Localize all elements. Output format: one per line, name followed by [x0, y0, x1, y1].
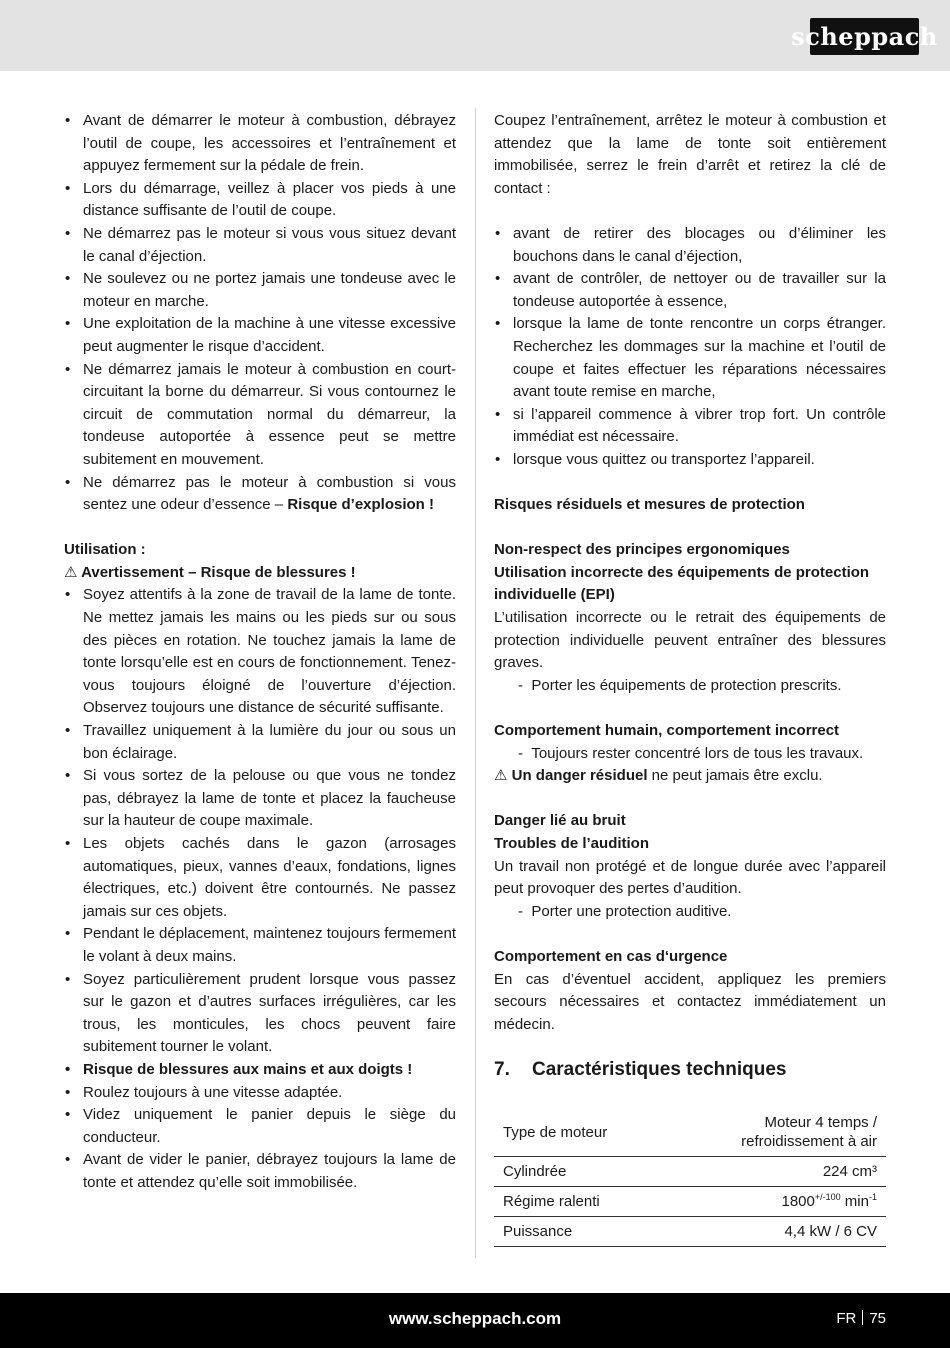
warning-text: Avertissement – Risque de blessures !	[81, 563, 356, 581]
column-divider	[475, 108, 476, 1258]
list-item: • Soyez attentifs à la zone de travail de la lame de tonte. Ne mettez jamais les mains ou les pieds sur ou sous des pièces en rotation. Ne touchez jamais la lame de tonte lorsqu’elle est en cours de fonctionnement. Tenez-vous toujours éloigné de l’ouverture d’éjection. Observez toujours une distance de sécurité suffisante.	[64, 584, 456, 720]
noise-heading: Danger lié au bruit	[494, 812, 626, 830]
header-bar	[0, 0, 950, 71]
residual-risks-heading: Risques résiduels et mesures de protection	[494, 496, 805, 514]
spec-value-line: refroidissement à air	[741, 1133, 877, 1151]
human-dash-item: - Toujours rester concentré lors de tous les travaux.	[518, 744, 864, 762]
start-safety-list	[64, 110, 456, 517]
stop-conditions-list	[494, 223, 886, 472]
residual-danger-text: ne peut jamais être exclu.	[647, 767, 823, 785]
noise-dash-item: - Porter une protection auditive.	[518, 902, 732, 920]
page-number	[836, 1310, 886, 1327]
list-item: • lorsque vous quittez ou transportez l’appareil.	[494, 449, 886, 472]
ergonomics-heading: Non-respect des principes ergonomiques	[494, 541, 790, 559]
list-item: • Si vous sortez de la pelouse ou que vous ne tondez pas, débrayez la lame de tonte et placez la faucheuse sur la hauteur de coupe maximale.	[64, 765, 456, 833]
warning-triangle-icon: ⚠	[64, 563, 78, 581]
spec-value: 224 cm³	[668, 1157, 886, 1187]
list-item: • lorsque la lame de tonte rencontre un corps étranger. Recherchez les dommages sur la machine et l’outil de coupe et faites effectuer les réparations nécessaires avant toute remise en marche,	[494, 313, 886, 403]
list-item: • Ne démarrez pas le moteur si vous vous situez devant le canal d’éjection.	[64, 223, 456, 268]
list-item: • Risque de blessures aux mains et aux doigts !	[64, 1059, 456, 1082]
list-item: • Travaillez uniquement à la lumière du jour ou sous un bon éclairage.	[64, 720, 456, 765]
list-item: • Une exploitation de la machine à une vitesse excessive peut augmenter le risque d’accident.	[64, 313, 456, 358]
emergency-heading: Comportement en cas d‘urgence	[494, 947, 728, 965]
table-row	[494, 1187, 886, 1217]
spec-value	[668, 1187, 886, 1217]
emergency-paragraph: En cas d’éventuel accident, appliquez les premiers secours nécessaires et contactez immédiatement un médecin.	[494, 970, 886, 1033]
list-item: • Lors du démarrage, veillez à placer vos pieds à une distance suffisante de l’outil de coupe.	[64, 178, 456, 223]
ppe-dash-item: - Porter les équipements de protection prescrits.	[518, 676, 842, 694]
list-item: • Soyez particulièrement prudent lorsque vous passez sur le gazon et d’autres surfaces irrégulières, car les trous, les monticules, les chocs peuvent faire subitement tourner le volant.	[64, 969, 456, 1059]
ppe-paragraph: L’utilisation incorrecte ou le retrait des équipements de protection individuelle peuvent entraîner des blessures graves.	[494, 609, 886, 672]
list-item: • si l’appareil commence à vibrer trop fort. Un contrôle immédiat est nécessaire.	[494, 404, 886, 449]
warning-line	[64, 562, 456, 585]
table-row	[494, 1108, 886, 1157]
spec-value: 4,4 kW / 6 CV	[668, 1217, 886, 1247]
stop-intro-paragraph: Coupez l’entraînement, arrêtez le moteur à combustion et attendez que la lame de tonte soit entièrement immobilisée, serrez le frein d’arrêt et retirez la clé de contact :	[494, 112, 886, 197]
ppe-heading: Utilisation incorrecte des équipements de protection individuelle (EPI)	[494, 563, 870, 604]
spec-label: Régime ralenti	[494, 1187, 668, 1217]
dash-item-text: Toujours rester concentré lors de tous les travaux.	[531, 744, 864, 762]
list-item: • Les objets cachés dans le gazon (arrosages automatiques, pieux, vannes d’eaux, fondations, lignes électriques, etc.) doivent être contournés. Ne passez jamais sur ces objets.	[64, 833, 456, 923]
dash-item-text: Porter une protection auditive.	[531, 902, 732, 920]
dash-item-text: Porter les équipements de protection prescrits.	[531, 676, 842, 694]
table-row	[494, 1217, 886, 1247]
footer-bar	[0, 1293, 950, 1348]
explosion-risk-text: Risque d’explosion !	[287, 496, 434, 514]
noise-paragraph: Un travail non protégé et de longue durée avec l’appareil peut provoquer des pertes d’audition.	[494, 857, 886, 898]
usage-list	[64, 584, 456, 1194]
residual-danger-line	[494, 765, 886, 788]
human-behaviour-heading: Comportement humain, comportement incorrect	[494, 722, 840, 740]
section-title	[494, 1056, 886, 1084]
idle-tolerance: +/-100	[814, 1192, 841, 1203]
spec-value	[668, 1108, 886, 1157]
idle-unit: min	[840, 1193, 869, 1211]
hearing-heading: Troubles de l’audition	[494, 835, 650, 852]
list-item-text: Ne démarrez pas le moteur à combustion si vous sentez une odeur d’essence –	[83, 473, 456, 514]
page-number-value: 75	[869, 1310, 886, 1327]
list-item: • Ne soulevez ou ne portez jamais une tondeuse avec le moteur en marche.	[64, 268, 456, 313]
spec-label: Cylindrée	[494, 1157, 668, 1187]
language-code: FR	[836, 1310, 857, 1327]
list-item	[64, 472, 456, 517]
list-item: • Avant de démarrer le moteur à combustion, débrayez l’outil de coupe, les accessoires et l’entraînement et appuyez fermement sur la pédale de frein.	[64, 110, 456, 178]
left-column	[64, 110, 456, 1195]
section-title-text: Caractéristiques techniques	[532, 1059, 787, 1081]
list-item: • Avant de vider le panier, débrayez toujours la lame de tonte et attendez qu’elle soit immobilisée.	[64, 1149, 456, 1194]
separator	[862, 1310, 863, 1325]
table-row	[494, 1157, 886, 1187]
footer-website-link[interactable]: www.scheppach.com	[388, 1309, 562, 1328]
list-item: • avant de contrôler, de nettoyer ou de travailler sur la tondeuse autoportée à essence,	[494, 268, 886, 313]
spec-value-line: Moteur 4 temps /	[764, 1114, 877, 1132]
list-item: • avant de retirer des blocages ou d’éliminer les bouchons dans le canal d’éjection,	[494, 223, 886, 268]
spec-label: Puissance	[494, 1217, 668, 1247]
brand-logo: scheppach	[810, 18, 919, 55]
list-item: • Pendant le déplacement, maintenez toujours fermement le volant à deux mains.	[64, 923, 456, 968]
warning-triangle-icon: ⚠	[494, 767, 508, 785]
specs-table	[494, 1108, 886, 1247]
section-number: 7.	[494, 1059, 510, 1081]
usage-heading: Utilisation :	[64, 541, 146, 559]
right-column	[494, 110, 886, 1247]
residual-danger-bold: Un danger résiduel	[511, 767, 648, 785]
list-item: • Videz uniquement le panier depuis le siège du conducteur.	[64, 1104, 456, 1149]
list-item: • Ne démarrez jamais le moteur à combustion en court-circuitant la borne du démarreur. Si vous contournez le circuit de commutation normal du démarreur, la tondeuse autoportée à essence peut se mettre subitement en mouvement.	[64, 359, 456, 472]
spec-label: Type de moteur	[494, 1108, 668, 1157]
idle-unit-exponent: -1	[868, 1192, 877, 1203]
list-item: • Roulez toujours à une vitesse adaptée.	[64, 1082, 456, 1105]
idle-speed: 1800	[781, 1193, 815, 1211]
